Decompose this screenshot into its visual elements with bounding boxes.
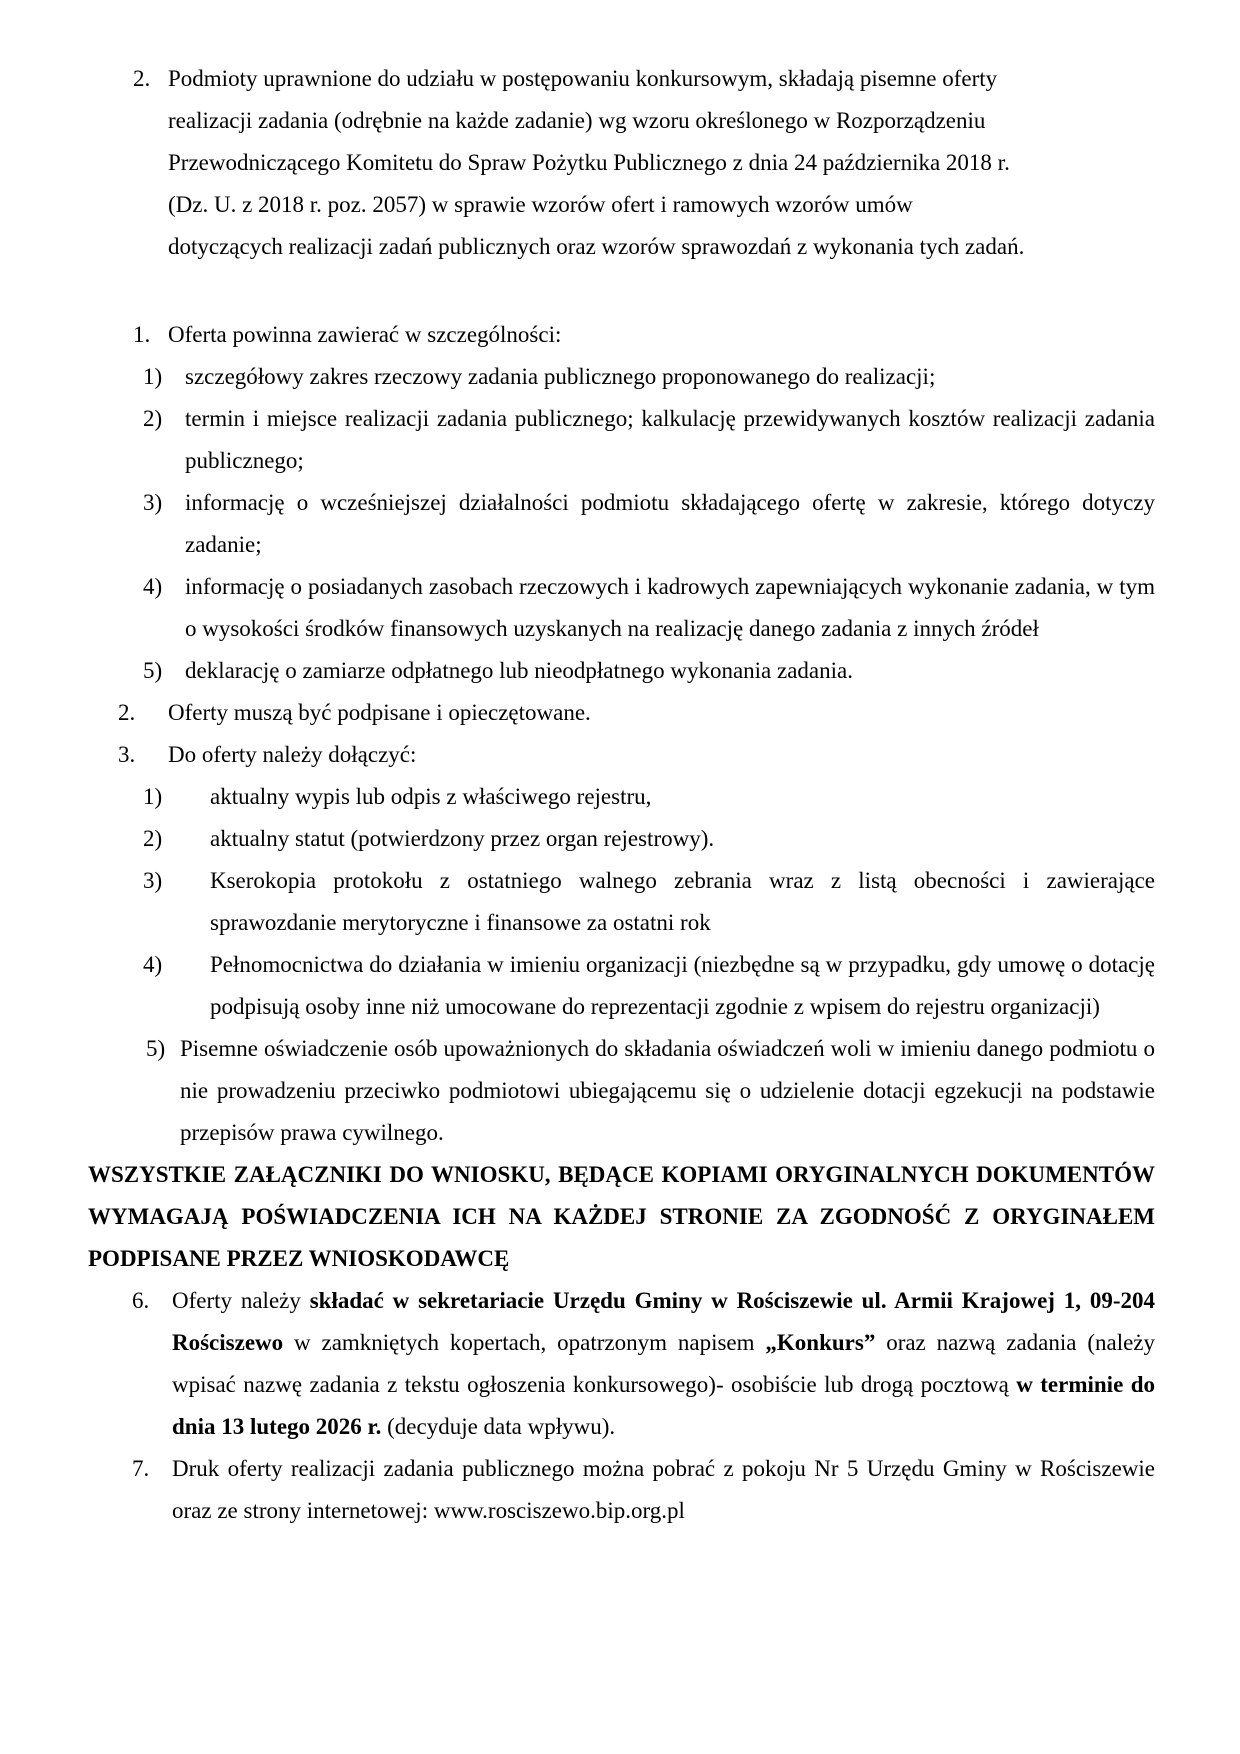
url-text: www.rosciszewo.bip.org.pl (433, 1498, 685, 1523)
item-number: 1) (143, 364, 163, 389)
item-number: 4) (143, 952, 163, 977)
text-line: (Dz. U. z 2018 r. poz. 2057) w sprawie wzorów ofert i ramowych wzorów umów (168, 192, 913, 217)
item-text: Pisemne oświadczenie osób upoważnionych do składania oświadczeń woli w imieniu danego podmiotu o nie prowadzeniu przeciwko podmiotowi ubiegającemu się o udzielenie dotacji egzekucji na podstawie przepisów prawa cywilnego. (180, 1036, 1155, 1145)
text-segment-bold: „Konkurs” (765, 1330, 876, 1355)
text-line: realizacji zadania (odrębnie na każde zadanie) wg wzoru określonego w Rozporządzeniu (168, 108, 986, 133)
attachment-sub-item-4 (143, 944, 1155, 1028)
item-text: Oferty muszą być podpisane i opieczętowane. (168, 700, 591, 725)
list-item-7 (132, 1448, 1155, 1532)
text-segment: oraz nazwą zadania (należy wpisać nazwę zadania z tekstu ogłoszenia konkursowego)- osobiście lub drogą pocztową (172, 1330, 1156, 1397)
list-item-signed (118, 692, 1155, 734)
text-segment: Oferty należy (172, 1288, 310, 1313)
item-text (168, 58, 1155, 268)
item-number: 3) (143, 490, 163, 515)
item-number: 3. (118, 742, 136, 767)
attachment-sub-item-2 (143, 818, 1155, 860)
item-number: 3) (143, 868, 163, 893)
attachment-sub-item-1 (143, 776, 1155, 818)
item-text: aktualny statut (potwierdzony przez organ rejestrowy). (210, 826, 715, 851)
item-text: Kserokopia protokołu z ostatniego walnego zebrania wraz z listą obecności i zawierające sprawozdanie merytoryczne i finansowe za ostatni rok (210, 868, 1155, 935)
section-offer-heading (133, 314, 1155, 356)
offer-sub-item-5 (143, 650, 1155, 692)
item-number: 2. (118, 700, 136, 725)
offer-sub-item-2 (143, 398, 1155, 482)
heading-text: Oferta powinna zawierać w szczególności: (168, 322, 562, 347)
text-segment-bold: w terminie do dnia 13 lutego 2026 r. (172, 1372, 1156, 1439)
offer-sub-item-1 (143, 356, 1155, 398)
item-text: deklarację o zamiarze odpłatnego lub nieodpłatnego wykonania zadania. (185, 658, 853, 683)
item-number: 7. (132, 1456, 150, 1481)
item-text: termin i miejsce realizacji zadania publicznego; kalkulację przewidywanych kosztów realizacji zadania publicznego; (185, 406, 1155, 473)
text-segment: (decyduje data wpływu). (381, 1414, 616, 1439)
item-text: informację o posiadanych zasobach rzeczowych i kadrowych zapewniających wykonanie zadania, w tym o wysokości środków finansowych uzyskanych na realizację danego zadania z innych źródeł (185, 574, 1155, 641)
item-text: informację o wcześniejszej działalności podmiotu składającego ofertę w zakresie, którego dotyczy zadanie; (185, 490, 1155, 557)
offer-sub-item-3 (143, 482, 1155, 566)
item-text: Pełnomocnictwa do działania w imieniu organizacji (niezbędne są w przypadku, gdy umowę o dotację podpisują osoby inne niż umocowane do reprezentacji zgodnie z wpisem do rejestru organizacji) (210, 952, 1155, 1019)
text-segment: Druk oferty realizacji zadania publicznego można pobrać z pokoju Nr 5 Urzędu Gminy w Rościszewie oraz ze strony internetowej: (172, 1456, 1155, 1523)
list-item-podmioty (133, 58, 1155, 268)
text-segment-bold: składać w sekretariacie Urzędu Gminy w Rościszewie ul. Armii Krajowej 1, 09-204 Rościszewo (172, 1288, 1156, 1355)
item-number: 1) (143, 784, 163, 809)
section-attachments-heading (118, 734, 1155, 776)
text-segment: w zamkniętych kopertach, opatrzonym napisem (283, 1330, 766, 1355)
text-line: Przewodniczącego Komitetu do Spraw Pożytku Publicznego z dnia 24 października 2018 r. (168, 150, 1010, 175)
item-number: 2) (143, 406, 163, 431)
heading-text: Do oferty należy dołączyć: (168, 742, 417, 767)
item-text: aktualny wypis lub odpis z właściwego rejestru, (210, 784, 652, 809)
item-text: szczegółowy zakres rzeczowy zadania publicznego proponowanego do realizacji; (185, 364, 936, 389)
item-number: 4) (143, 574, 163, 599)
vertical-gap (88, 268, 1155, 314)
item-text (172, 1280, 1155, 1448)
text-line: dotyczących realizacji zadań publicznych oraz wzorów sprawozdań z wykonania tych zadań. (168, 234, 1025, 259)
attachment-sub-item-3 (143, 860, 1155, 944)
item-number: 5) (143, 658, 163, 683)
attachment-sub-item-5 (146, 1028, 1155, 1154)
list-item-6 (132, 1280, 1155, 1448)
item-number: 2. (133, 66, 151, 91)
item-number: 2) (143, 826, 163, 851)
item-number: 6. (132, 1288, 150, 1313)
item-number: 1. (133, 322, 151, 347)
notice-paragraph: WSZYSTKIE ZAŁĄCZNIKI DO WNIOSKU, BĘDĄCE KOPIAMI ORYGINALNYCH DOKUMENTÓW WYMAGAJĄ POŚWIADCZENIA ICH NA KAŻDEJ STRONIE ZA ZGODNOŚĆ Z ORYGINAŁEM PODPISANE PRZEZ WNIOSKODAWCĘ (88, 1162, 1155, 1271)
item-text (172, 1448, 1155, 1532)
item-number: 5) (146, 1036, 166, 1061)
offer-sub-item-4 (143, 566, 1155, 650)
text-line: Podmioty uprawnione do udziału w postępowaniu konkursowym, składają pisemne oferty (168, 66, 998, 91)
